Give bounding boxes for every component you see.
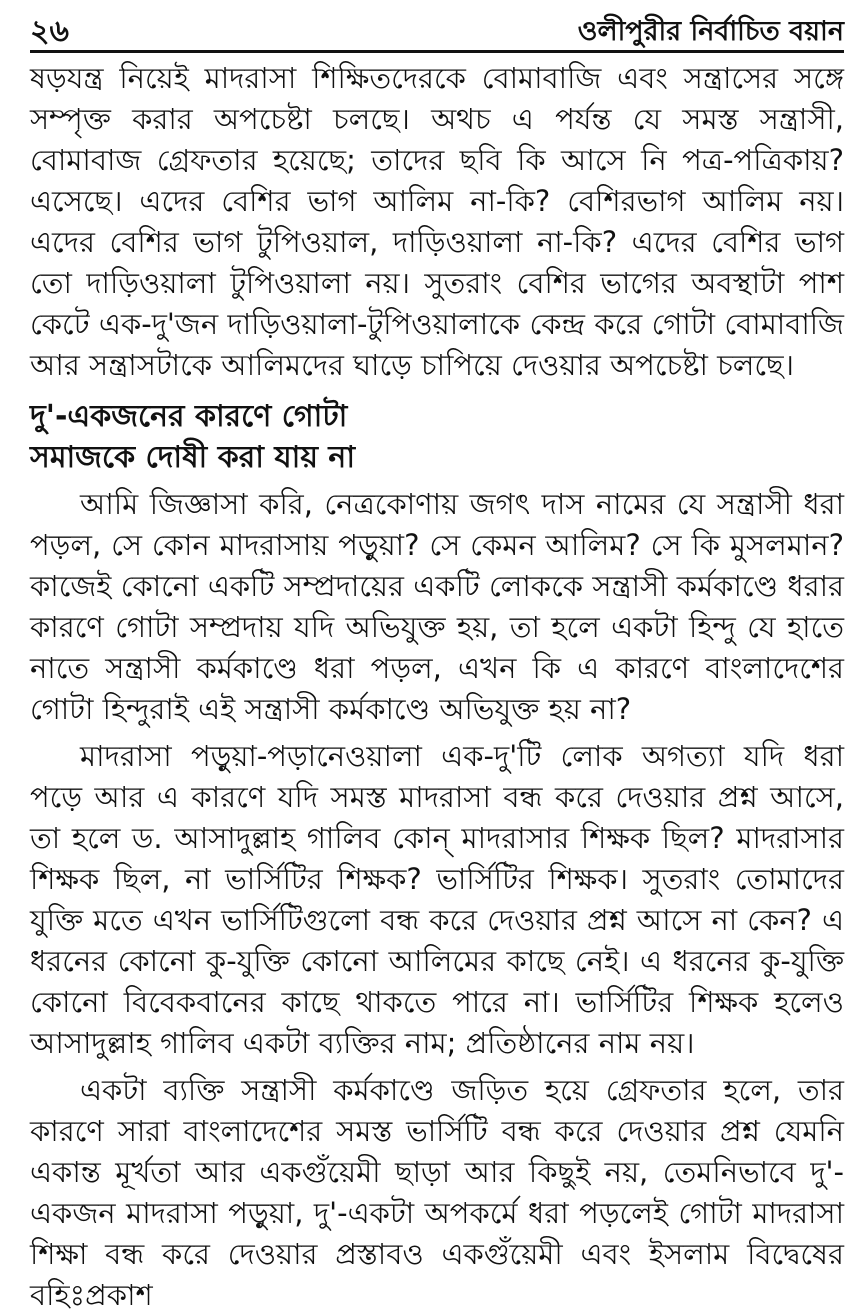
page-header [30, 10, 844, 53]
paragraph-1: ষড়যন্ত্র নিয়েই মাদরাসা শিক্ষিতদেরকে বোমাবাজি এবং সন্ত্রাসের সঙ্গে সম্পৃক্ত করার অপচেষ্টা চলছে। অথচ এ পর্যন্ত যে সমস্ত সন্ত্রাসী, বোমাবাজ গ্রেফতার হয়েছে; তাদের ছবি কি আসে নি পত্র-পত্রিকায়? এসেছে। এদের বেশির ভাগ আলিম না-কি? বেশিরভাগ আলিম নয়। এদের বেশির ভাগ টুপিওয়াল, দাড়িওয়ালা না-কি? এদের বেশির ভাগ তো দাড়িওয়ালা টুপিওয়ালা নয়। সুতরাং বেশির ভাগের অবস্থাটা পাশ কেটে এক-দু'জন দাড়িওয়ালা-টুপিওয়ালাকে কেন্দ্র করে গোটা বোমাবাজি আর সন্ত্রাসটাকে আলিমদের ঘাড়ে চাপিয়ে দেওয়ার অপচেষ্টা চলছে। [30, 61, 844, 382]
running-title: ওলীপুরীর নির্বাচিত বয়ান [577, 16, 844, 47]
paragraph-3: মাদরাসা পড়ুয়া-পড়ানেওয়ালা এক-দু'টি লোক অগত্যা যদি ধরা পড়ে আর এ কারণে যদি সমস্ত মাদরাসা বন্ধ করে দেওয়ার প্রশ্ন আসে, তা হলে ড. আসাদুল্লাহ গালিব কোন্ মাদরাসার শিক্ষক ছিল? মাদরাসার শিক্ষক ছিল, না ভার্সিটির শিক্ষক? ভার্সিটির শিক্ষক। সুতরাং তোমাদের যুক্তি মতে এখন ভার্সিটিগুলো বন্ধ করে দেওয়ার প্রশ্ন আসে না কেন? এ ধরনের কোনো কু-যুক্তি কোনো আলিমের কাছে নেই। এ ধরনের কু-যুক্তি কোনো বিবেকবানের কাছে থাকতে পারে না। ভার্সিটির শিক্ষক হলেও আসাদুল্লাহ গালিব একটা ব্যক্তির নাম; প্রতিষ্ঠানের নাম নয়। [30, 739, 844, 1060]
paragraph-2: আমি জিজ্ঞাসা করি, নেত্রকোণায় জগৎ দাস নামের যে সন্ত্রাসী ধরা পড়ল, সে কোন মাদরাসায় পড়ুয়া? সে কেমন আলিম? সে কি মুসলমান? কাজেই কোনো একটি সম্প্রদায়ের একটি লোককে সন্ত্রাসী কর্মকাণ্ডে ধরার কারণে গোটা সম্প্রদায় যদি অভিযুক্ত হয়, তা হলে একটা হিন্দু যে হাতে নাতে সন্ত্রাসী কর্মকাণ্ডে ধরা পড়ল, এখন কি এ কারণে বাংলাদেশের গোটা হিন্দুরাই এই সন্ত্রাসী কর্মকাণ্ডে অভিযুক্ত হয় না? [30, 487, 844, 726]
section-heading-line-1: দু'-একজনের কারণে গোটা [30, 399, 348, 434]
paragraph-4: একটা ব্যক্তি সন্ত্রাসী কর্মকাণ্ডে জড়িত হয়ে গ্রেফতার হলে, তার কারণে সারা বাংলাদেশের সমস্ত ভার্সিটি বন্ধ করে দেওয়ার প্রশ্ন যেমনি একান্ত মূর্খতা আর একগুঁয়েমী ছাড়া আর কিছুই নয়, তেমনিভাবে দু'-একজন মাদরাসা পড়ুয়া, দু'-একটা অপকর্মে ধরা পড়লেই গোটা মাদরাসা শিক্ষা বন্ধ করে দেওয়ার প্রস্তাবও একগুঁয়েমী এবং ইসলাম বিদ্বেষের বহিঃপ্রকাশ [30, 1073, 844, 1312]
page-number: ২৬ [30, 14, 70, 49]
section-heading [30, 396, 844, 478]
page-body [30, 58, 844, 1316]
section-heading-line-2: সমাজকে দোষী করা যায় না [30, 440, 356, 475]
